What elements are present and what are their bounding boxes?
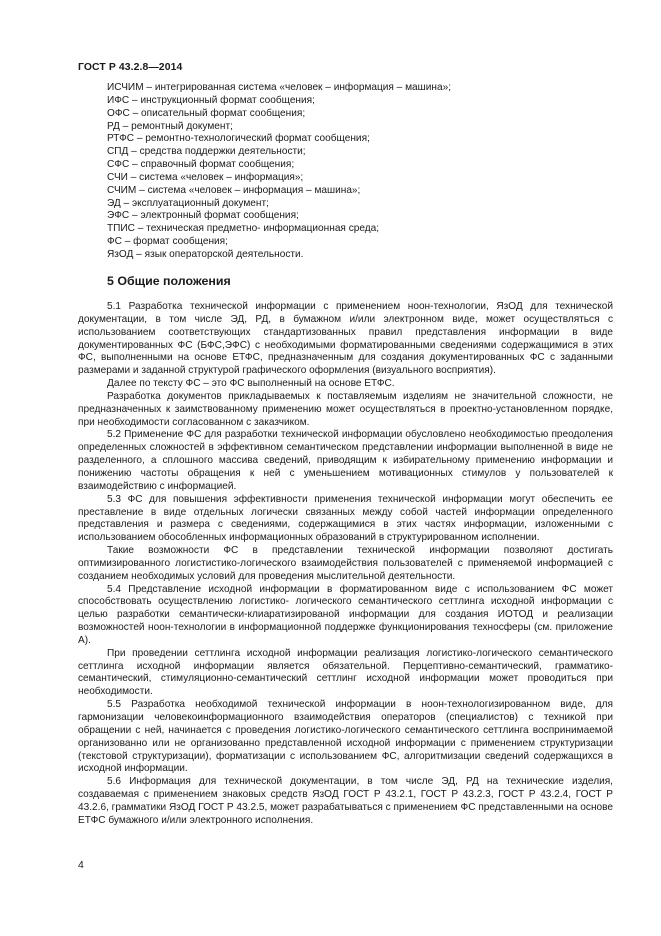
abbreviation-item: РТФС – ремонтно-технологический формат сообщения; — [107, 133, 370, 145]
abbreviation-item: ЭД – эксплуатационный документ; — [107, 197, 269, 209]
abbreviation-item: ЯзОД – язык операторской деятельности. — [107, 248, 304, 260]
abbreviation-item: СЧИМ – система «человек – информация – машина»; — [107, 184, 361, 196]
abbreviation-item: СПД – средства поддержки деятельности; — [107, 146, 306, 158]
abbreviation-item: ТПИС – техническая предметно- информационная среда; — [107, 223, 380, 235]
document-header: ГОСТ Р 43.2.8—2014 — [78, 62, 183, 73]
abbreviation-item: РД – ремонтный документ; — [107, 120, 233, 132]
paragraph: При проведении сеттлинга исходной информации реализация логистико-логического семантического сеттлинга исходной информации является обязательной. Перцептивно-семантический, грамматико-семантический, стимуляционно-семантический сеттлинг исходной информации может проводиться при необходимости. — [78, 647, 613, 698]
paragraph: 5.2 Применение ФС для разработки технической информации обусловлено необходимостью преодоления определенных сложностей в эффективном семантическом представлении информации выполненной в виде не разделенного, а сплошного массива сведений, приводящим к избирательному применению информации и понижению частоты обращения к ней с уменьшением мотивационных стимулов у пользователей к взаимодействию с информацией. — [78, 429, 613, 492]
paragraph: Далее по тексту ФС – это ФС выполненный на основе ЕТФС. — [107, 378, 395, 390]
paragraph: 5.1 Разработка технической информации с применением ноон-технологии, ЯзОД для технической документации, в том числе ЭД, РД, в бумажном и/или электронном виде, может осуществляться с использованием соответствующих стандартизованных правил представления информации в виде документированных ФС (БФС,ЭФС) с необходимыми форматированными сведениями содержащимися в этих ФС, выполненными на основе ЕТФС, предназначенным для создания документированных ФС с заданными размерами и заданной структурой графического оформления (визуального восприятия). — [78, 301, 613, 377]
paragraph: 5.5 Разработка необходимой технической информации в ноон-технологизированном виде, для гармонизации человекоинформационного взаимодействия операторов (специалистов) с техникой при обращении с ней, начинается с проведения логистико-логического семантического сеттлинга воспринимаемой организованно или не организованно представленной исходной информации с применением структуризации (текстовой структуризации), форматизации с использованием ФС, алгоритмизации сведений содержащихся в исходной информации. — [78, 699, 613, 775]
abbreviation-item: ОФС – описательный формат сообщения; — [107, 107, 306, 119]
abbreviation-list — [107, 82, 577, 262]
abbreviation-item: СФС – справочный формат сообщения; — [107, 159, 295, 171]
paragraph: 5.6 Информация для технической документации, в том числе ЭД, РД на технические изделия, создаваемая с применением знаковых средств ЯзОД ГОСТ Р 43.2.1, ГОСТ Р 43.2.3, ГОСТ Р 43.2.4, ГОСТ Р 43.2.6, грамматики ЯзОД ГОСТ Р 43.2.5, может разрабатываться с применением ФС представленными на основе ЕТФС бумажного и/или электронного исполнения. — [78, 776, 613, 826]
page-number: 4 — [78, 860, 84, 871]
section-body — [78, 301, 613, 828]
paragraph: Разработка документов прикладываемых к поставляемым изделиям не значительной сложности, не предназначенных к заимствованному применению может осуществляться в проектно-установленном порядке, при необходимости согласованном с заказчиком. — [78, 390, 613, 428]
section-heading: 5 Общие положения — [107, 274, 231, 288]
abbreviation-item: ИФС – инструкционный формат сообщения; — [107, 94, 315, 106]
abbreviation-item: СЧИ – система «человек – информация»; — [107, 171, 304, 183]
abbreviation-item: ИСЧИМ – интегрированная система «человек – информация – машина»; — [107, 82, 451, 93]
paragraph: 5.4 Представление исходной информации в форматированном виде с использованием ФС может способствовать осуществлению логистико- логического семантического сеттлинга исходной информации с целью разработки семантически-клиаратизированой информации для создания ИОТОД и реализации возможностей ноон-технологии в информационной поддержке функционирования техносферы (см. приложение А). — [78, 583, 613, 646]
paragraph: 5.3 ФС для повышения эффективности применения технической информации могут обеспечить ее преставление в виде отдельных логически связанных между собой частей информации определенного представления и размера с сведениями, содержащимися в этих частях информации, изложенными с использованием обособленных информационных образований в структурированном исполнении. — [78, 493, 613, 544]
abbreviation-item: ЭФС – электронный формат сообщения; — [107, 210, 299, 222]
abbreviation-item: ФС – формат сообщения; — [107, 236, 228, 248]
paragraph: Такие возможности ФС в представлении технической информации позволяют достигать оптимизированного логистистико-логического взаимодействия пользователей с применяемой информацией с созданием необходимых условий для проведения мыслительной деятельности. — [78, 545, 613, 582]
